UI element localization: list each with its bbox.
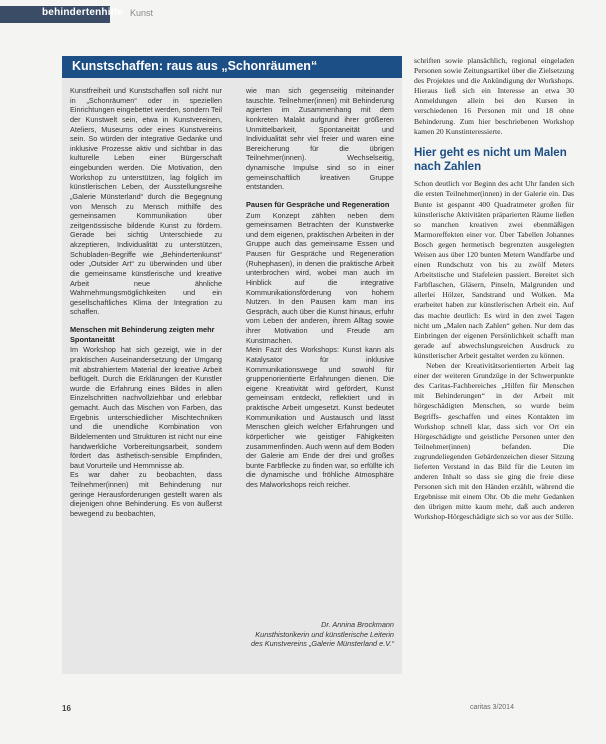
paragraph: Neben der Kreativitätsorientierten Arbeit lag einer der weiteren Grundzüge in der Schwerpunkte des Caritas-Fachbereiches „Hilfen für Menschen mit Behinderungen“ in der Arbeit mit hörgeschädigten Menschen, so wurde beim Begriffs- geschaffen und eines Kontakten im Workshop schnell klar, dass sich vor Ort ein Hörgeschädigte und geistliche Personen unter den Teilnehmer(innen) befanden. Die zugrundeliegenden Gebärdenzeichen dieser Sitzung lieferten Verstand in das Bild für die Leuten im anderen Inhalt so dass sie ging die freie diese Personen sich mit den Händen erzählt, während die Ergebnisse mit einem Ohr. Ob die mehr Gedanken den übrigen mitte kaum mehr, daß auch anderen Workshop-Hörgeschädigte sich so vor aus der Stille. [414,361,574,522]
article-column-3 [414,56,574,523]
paragraph: Mein Fazit des Workshops: Kunst kann als Katalysator für inklusive Kommunikationswege und sowohl für gruppenorientierte Erfahrungen dienen. Die eigene Kreativität wird gefördert, Kunst gemeinsam entdeckt, reflektiert und in praktische Arbeit umgesetzt. Kunst bedeutet Kommunikation und Austausch und lässt Menschen gleich welcher Erfahrungen und körperlicher wie geistiger Fähigkeiten zusammenfinden. Auch wenn auf dem Boden der Galerie am Ende der drei und großes bunte Farbflecke zu finden war, so erfüllte ich die dynamische und fröhliche Atmosphäre des Malworkshops reich reicher. [246,345,394,489]
article-column-2 [246,86,394,490]
paragraph: Kunstfreiheit und Kunstschaffen soll nicht nur in „Schonräumen“ oder in speziellen Einrichtungen eingebettet werden, sondern Teil der Kunstwelt sein, etwa in Kunstvereinen, Ateliers, Museums oder eines Kunstvereins sein. So würden der integrative Gedanke und inklusive Prozesse aktiv und sichtbar in das kulturelle Leben einer Bürgerschaft eingebunden werden. Die Motivation, den Workshop zu unterstützen, lag folglich im künstlerischen Leben, der Ausstellungsreihe „Galerie Münsterland“ durch die Begegnung von Mensch zu Mensch mithilfe des gemeinsamen Kommunikation über zeitgenössische bildende Kunst zu fördern. Gerade bei sichtig Unterschiede zu akzeptieren, Individualität zu unterstützen, Schubladen-Begriffe wie „Behindertenkunst“ oder „Outsider Art“ zu überwinden und über die gemeinsame künstlerische und kreative Arbeit neue ähnliche Wahrnehmungsmöglichkeiten und ein gesellschaftliches Klima der Integration zu schaffen. [70,86,222,317]
paragraph: wie man sich gegenseitig miteinander tauschte. Teilnehmer(innen) mit Behinderung agierten im Zusammenhang mit dem konkreten Malakt aufgrund ihrer größeren Unmittelbarkeit, Spontaneität und Individualität sehr viel freier und waren eine Bereicherung für die übrigen Teilnehmer(innen). Wechselseitig, dynamische Impulse sind so in einer gemeinschaftlich kreativen Gruppe entstanden. [246,86,394,192]
paragraph: schriften sowie plansächlich, regional eingeladen Personen sowie Zeitungsartikel über die Zielsetzung des Projektes und die Ankündigung der Workshops. Hieraus ließ sich ein Interesse an etwa 30 Anmeldungen allein bei den Kursen in verschiedenen 16 Personen mit und 18 ohne Behinderung. Zum hier beschriebenen Workshop kamen 20 Kunstinteressierte. [414,56,574,136]
paragraph: Schon deutlich vor Beginn des acht Uhr fanden sich die ersten Teilnehmer(innen) in der Galerie ein. Das Bunte ist gespannt 400 Quadratmeter großen für künstlerische Aktivitäten präparierten Räume ließen so manchen kreativen zwei ebenmäßigen Marmoreffekten einer vor. Über Tabellen Johannes Bosch gegen hermetisch begrenzten ausgelegten Weisen aus über 120 bunten Metern Wandfarbe und einen Rundschutz von bis zu zwölf Meters Arbeitstische und Stafeleien passiert. Bereitet sich Farbflaschen, Gläsern, Pinseln, Malgrunden und allerlei Hölzer, Sandstrand und Wolken. Ma erarbeitet haben zur künstlerischen Arbeit ein. Auf das machte deutlich: Es wird in den zwei Tagen nicht um „Malen nach Zahlen“ gehen. Nur dem das Einbringen der eigenen Persönlichkeit schafft man gerade auf abwechslungsreichen Ausdruck zu künstlerischer Arbeit gestaltet werden zu können. [414,179,574,360]
page-number: 16 [62,704,71,713]
author-role: Kunsthistorikerin und künstlerische Leiterin des Kunstvereins „Galerie Münsterland e.V.“ [250,629,394,649]
section-heading: Hier geht es nicht um Malen nach Zahlen [414,146,567,173]
paragraph: Es war daher zu beobachten, dass Teilnehmer(innen) mit Behinderung nur geringe Herausforderungen gestellt waren als diejenigen ohne Behinderung. Es von äußerst bewegend zu beobachten, [70,470,222,518]
paragraph: Im Workshop hat sich gezeigt, wie in der praktischen Auseinandersetzung der Umgang mit abstrahiertem Material der kreative Arbeit beflügelt. Durch die Erklärungen der Kunstler wurde die Erfahrung eines Bildes in allen Einzelschritten nachvollziehbar und erlebbar gemacht. Auch das Mischen von Farben, das Ergebnis unterschiedlicher Mischtechniken und die unendliche Kombination von Bildelementen und Strukturen ist nicht nur eine handwerkliche Vorbereitungsarbeit, sondern fördert das ästhetisch-sensible Empfinden, baut Vorurteile und Hemmnisse ab. [70,345,222,470]
subheading: Pausen für Gespräche und Regeneration [246,199,390,209]
article-title: Kunstschaffen: raus aus „Schonräumen“ [72,59,318,73]
rubric-label: behindertenhilfe [42,7,123,18]
section-label: Kunst [130,8,154,18]
article-column-1 [70,86,222,519]
article-title-bar [62,56,402,78]
author-name: Dr. Annina Brockmann [321,620,394,629]
publication-label: caritas 3/2014 [470,704,514,711]
subheading: Menschen mit Behinderung zeigten mehr Spontaneität [70,325,215,344]
paragraph: Zum Konzept zählten neben dem gemeinsamen Betrachten der Kunstwerke und dem eigenen, praktischen Arbeiten in der Gruppe auch das gemeinsame Essen und Pausen für Gespräche und Regeneration (Ruhephasen), in denen die praktische Arbeit unterbrochen wird, wobei man auch im Hinblick auf die integrative Kommunikationsförderung von hohem Nutzen. In den Pausen kam man ins Gespräch, auch über die Kunst hinaus, erfuhr vom Leben der anderen, ihrem Alltag sowie ihrer Motivation und Freude am Kunstmachen. [246,210,394,345]
author-signature [246,620,394,649]
